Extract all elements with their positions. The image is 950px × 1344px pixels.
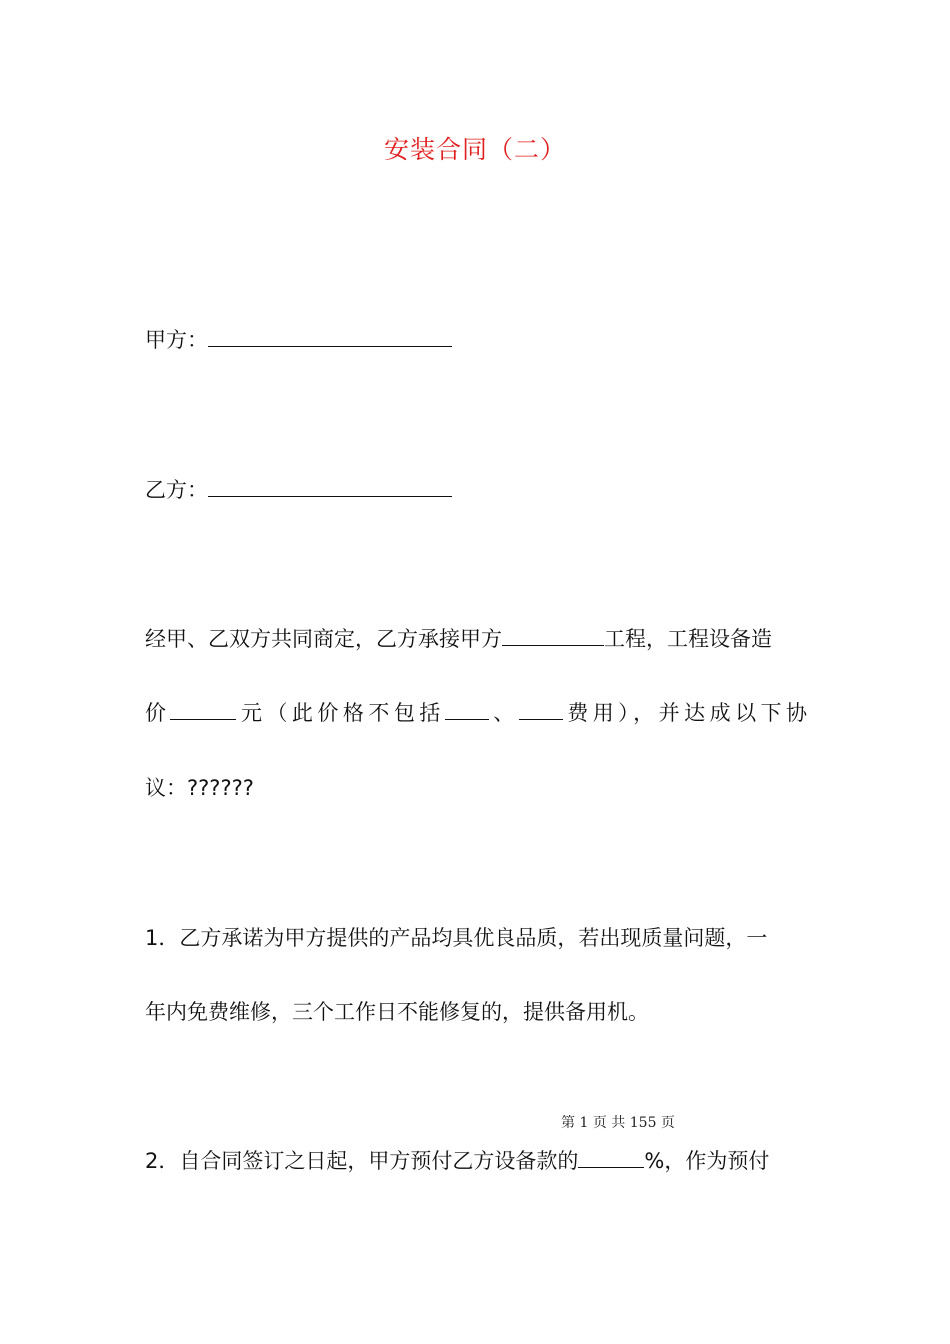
party-b-label: 乙方： bbox=[145, 478, 208, 502]
party-b-line bbox=[145, 475, 452, 505]
intro-text: 价 bbox=[145, 701, 171, 725]
clause-text: 年内免费维修，三个工作日不能修复的，提供备用机。 bbox=[145, 1000, 649, 1024]
intro-text: 、 bbox=[488, 701, 519, 725]
intro-text: 工程，工程设备造 bbox=[604, 627, 772, 651]
percent-blank bbox=[578, 1147, 644, 1168]
page-footer: 第 1 页 共 155 页 bbox=[561, 1115, 675, 1131]
party-a-blank bbox=[208, 326, 452, 347]
clause-1-line-2 bbox=[145, 997, 649, 1027]
fee-blank-1 bbox=[445, 699, 489, 720]
intro-text: 费用），并达成以下协 bbox=[562, 701, 808, 725]
intro-text: 经甲、乙双方共同商定，乙方承接甲方 bbox=[145, 627, 502, 651]
clause-text: 1．乙方承诺为甲方提供的产品均具优良品质，若出现质量问题，一 bbox=[145, 926, 768, 950]
price-blank bbox=[170, 699, 236, 720]
project-blank bbox=[502, 625, 604, 646]
intro-line-2 bbox=[145, 698, 807, 728]
party-a-line bbox=[145, 325, 452, 355]
intro-line-1 bbox=[145, 624, 772, 654]
intro-line-3 bbox=[145, 773, 254, 803]
party-b-blank bbox=[208, 476, 452, 497]
intro-text: 议：?????? bbox=[145, 776, 254, 800]
party-a-label: 甲方： bbox=[145, 328, 208, 352]
document-title: 安装合同（二） bbox=[383, 135, 566, 164]
intro-text: 元（此价格不包括 bbox=[236, 701, 445, 725]
clause-text: 2．自合同签订之日起，甲方预付乙方设备款的 bbox=[145, 1149, 579, 1173]
clause-text: %，作为预付 bbox=[644, 1149, 770, 1173]
fee-blank-2 bbox=[519, 699, 563, 720]
clause-1-line-1 bbox=[145, 923, 767, 953]
clause-2-line-1 bbox=[145, 1146, 769, 1176]
